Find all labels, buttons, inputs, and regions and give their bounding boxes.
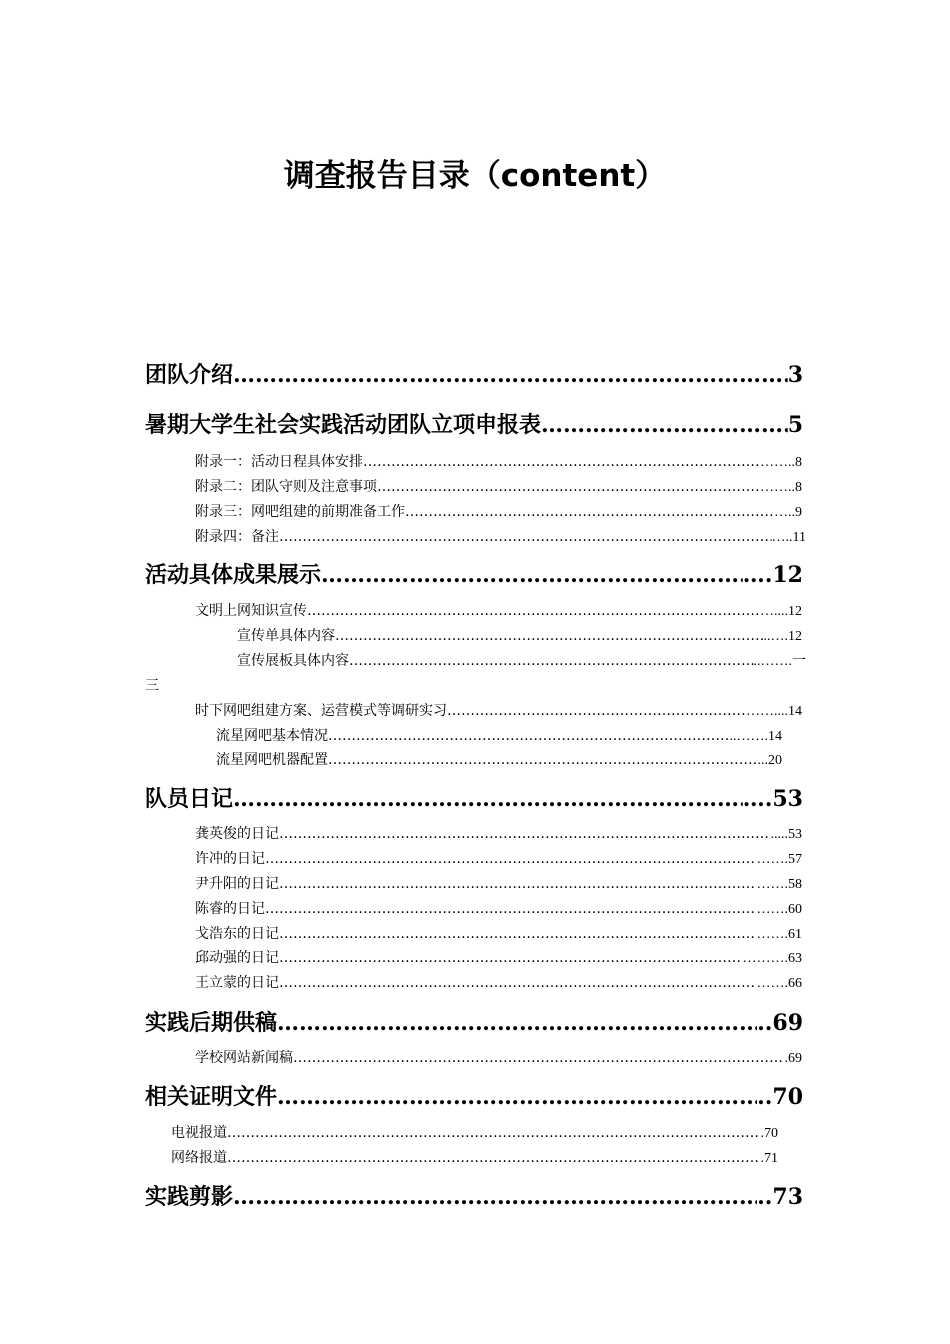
toc-wrapped-text: 三 xyxy=(145,678,159,694)
toc-entry-diaries[interactable] xyxy=(145,784,803,814)
toc-page-number: ..….12 xyxy=(763,629,802,644)
toc-entry-web-report[interactable] xyxy=(171,1148,778,1168)
toc-entry-diary-xu[interactable] xyxy=(195,849,802,869)
toc-label: 流星网吧基本情况 xyxy=(216,728,328,744)
toc-label: 宣传单具体内容 xyxy=(237,628,335,644)
toc-page-number: .69 xyxy=(784,1051,802,1066)
toc-entry-leaflet[interactable] xyxy=(237,626,802,646)
toc-label: 流星网吧机器配置 xyxy=(216,752,328,768)
toc-label: 文明上网知识宣传 xyxy=(195,603,307,619)
toc-page-number: 5 xyxy=(787,412,803,438)
toc-label: 队员日记 xyxy=(145,786,234,812)
toc-label: 陈睿的日记 xyxy=(195,901,265,917)
toc-entry-diary-chen[interactable] xyxy=(195,899,802,919)
toc-leader-dots xyxy=(293,1048,785,1068)
toc-page-number: …….57 xyxy=(756,852,802,867)
toc-page-number: ……..8 xyxy=(760,455,802,470)
toc-page-number: ……....14 xyxy=(746,704,802,719)
toc-leader-dots xyxy=(405,502,774,522)
toc-entry-tv-report[interactable] xyxy=(171,1123,778,1143)
toc-page-number: …….66 xyxy=(756,976,802,991)
toc-label: 附录二：团队守则及注意事项 xyxy=(195,479,377,495)
toc-leader-dots xyxy=(447,701,746,721)
toc-leader-dots xyxy=(307,601,760,621)
toc-leader-dots xyxy=(233,360,788,390)
toc-leader-dots xyxy=(279,527,772,547)
toc-leader-dots xyxy=(377,477,760,497)
toc-entry-school-news[interactable] xyxy=(195,1048,802,1068)
toc-leader-dots xyxy=(233,1182,757,1212)
toc-leader-dots xyxy=(335,626,764,646)
toc-entry-diary-gong[interactable] xyxy=(195,824,802,844)
toc-label: 实践后期供稿 xyxy=(145,1010,278,1036)
toc-leader-dots xyxy=(227,1123,761,1143)
toc-entry-appendix-1[interactable] xyxy=(195,452,802,472)
toc-page-number: …….58 xyxy=(756,877,802,892)
toc-entry-team-intro[interactable] xyxy=(145,360,803,390)
toc-entry-liuxing-basic[interactable] xyxy=(216,726,782,746)
toc-leader-dots xyxy=(541,410,788,440)
toc-label: 附录三：网吧组建的前期准备工作 xyxy=(195,504,405,520)
toc-leader-dots xyxy=(321,560,743,590)
toc-page-number: .....53 xyxy=(770,827,802,842)
toc-label: 许冲的日记 xyxy=(195,851,265,867)
toc-label: 戈浩东的日记 xyxy=(195,926,279,942)
toc-page-number: …….60 xyxy=(756,902,802,917)
toc-page-number: 3 xyxy=(787,362,803,388)
toc-entry-appendix-2[interactable] xyxy=(195,477,802,497)
toc-page-number: .71 xyxy=(760,1151,778,1166)
toc-leader-dots xyxy=(233,784,743,814)
toc-label: 龚英俊的日记 xyxy=(195,826,279,842)
toc-page-number: …….61 xyxy=(756,927,802,942)
toc-entry-post-practice[interactable] xyxy=(145,1008,803,1038)
toc-page-number: .70 xyxy=(760,1126,778,1141)
toc-label: 实践剪影 xyxy=(145,1184,234,1210)
toc-label: 学校网站新闻稿 xyxy=(195,1050,293,1066)
toc-entry-diary-ge[interactable] xyxy=(195,924,802,944)
toc-leader-dots xyxy=(277,1082,757,1112)
toc-entry-liuxing-config[interactable] xyxy=(216,750,782,770)
toc-page-number: ……..8 xyxy=(760,480,802,495)
toc-label: 暑期大学生社会实践活动团队立项申报表 xyxy=(145,412,542,438)
toc-label: 电视报道 xyxy=(171,1125,227,1141)
toc-page-number: ..…….一 xyxy=(753,654,806,669)
toc-entry-documents[interactable] xyxy=(145,1082,803,1112)
toc-page-number: …..9 xyxy=(774,505,802,520)
toc-entry-photos[interactable] xyxy=(145,1182,803,1212)
toc-entry-research[interactable] xyxy=(195,701,802,721)
toc-entry-appendix-3[interactable] xyxy=(195,502,802,522)
toc-label: 活动具体成果展示 xyxy=(145,562,322,588)
toc-entry-civilized-internet[interactable] xyxy=(195,601,802,621)
toc-leader-dots xyxy=(279,824,771,844)
toc-label: 团队介绍 xyxy=(145,362,234,388)
toc-leader-dots xyxy=(279,874,757,894)
toc-label: 附录一：活动日程具体安排 xyxy=(195,454,363,470)
toc-page-number: ……….63 xyxy=(742,951,802,966)
toc-page-number: ...20 xyxy=(757,753,782,768)
toc-label: 相关证明文件 xyxy=(145,1084,278,1110)
toc-leader-dots xyxy=(328,726,730,746)
toc-page-number: ..73 xyxy=(757,1184,803,1210)
toc-page-number: …....12 xyxy=(760,604,802,619)
toc-page-number: ….53 xyxy=(742,786,803,812)
toc-label: 时下网吧组建方案、运营模式等调研实习 xyxy=(195,703,447,719)
toc-entry-application[interactable] xyxy=(145,410,803,440)
toc-entry-diary-wang[interactable] xyxy=(195,973,802,993)
toc-entry-diary-yin[interactable] xyxy=(195,874,802,894)
toc-label: 宣传展板具体内容 xyxy=(237,653,349,669)
toc-leader-dots xyxy=(265,849,757,869)
toc-label: 尹升阳的日记 xyxy=(195,876,279,892)
toc-entry-results[interactable] xyxy=(145,560,803,590)
toc-page-number: ..…….14 xyxy=(729,729,782,744)
toc-leader-dots xyxy=(279,973,757,993)
toc-leader-dots xyxy=(279,924,757,944)
toc-leader-dots xyxy=(265,899,757,919)
toc-label: 附录四：备注 xyxy=(195,529,279,545)
toc-label: 王立蒙的日记 xyxy=(195,975,279,991)
toc-leader-dots xyxy=(227,1148,761,1168)
toc-entry-display-board[interactable] xyxy=(237,651,806,671)
toc-leader-dots xyxy=(328,750,758,770)
toc-page-number: ..69 xyxy=(757,1010,803,1036)
toc-entry-diary-qiu[interactable] xyxy=(195,948,802,968)
toc-leader-dots xyxy=(349,651,754,671)
toc-label: 邱动强的日记 xyxy=(195,950,279,966)
toc-page-number: ….12 xyxy=(742,562,803,588)
toc-entry-appendix-4[interactable] xyxy=(195,527,806,547)
toc-page-number: …..11 xyxy=(771,530,806,545)
toc-leader-dots xyxy=(279,948,743,968)
toc-leader-dots xyxy=(363,452,760,472)
toc-leader-dots xyxy=(277,1008,757,1038)
document-title: 调查报告目录（content） xyxy=(283,158,667,194)
toc-page-number: ..70 xyxy=(757,1084,803,1110)
toc-label: 网络报道 xyxy=(171,1150,227,1166)
